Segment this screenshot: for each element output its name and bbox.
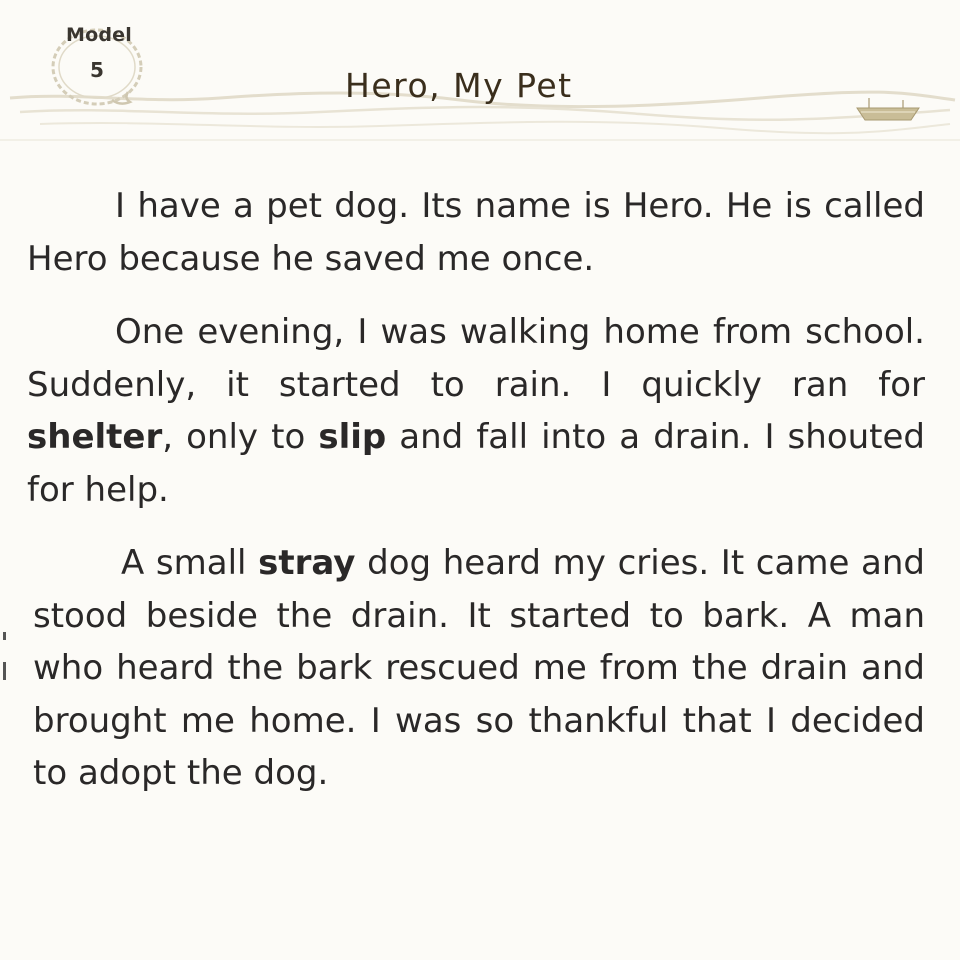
text-segment: One evening, I was walking home from school. Suddenly, it started to rain. I quickly ran for: [27, 312, 925, 405]
header-band: [0, 0, 960, 145]
vocabulary-word: slip: [318, 417, 387, 457]
model-number: 5: [90, 58, 104, 82]
text-segment: I have a pet dog. Its name is Hero. He is called Hero because he saved me once.: [27, 186, 925, 279]
text-segment: and fall into a drain. I shouted for help.: [27, 417, 926, 510]
story-body: [27, 180, 925, 821]
boat-icon: [855, 96, 921, 122]
edge-mark: [3, 632, 6, 640]
text-segment: A small: [121, 543, 259, 583]
vocabulary-word: shelter: [27, 417, 163, 457]
page-title: Hero, My Pet: [345, 66, 573, 105]
paragraph-2: [27, 306, 925, 516]
text-segment: dog heard my cries. It came and stood beside the drain. It started to bark. A man who heard the bark rescued me from the drain and brought me home. I was so thankful that I decided to adopt the dog.: [33, 543, 925, 793]
text-segment: , only to: [162, 417, 319, 457]
vocabulary-word: stray: [258, 543, 356, 583]
model-label: Model: [66, 24, 132, 46]
paragraph-3: [27, 537, 925, 800]
paragraph-1: [27, 180, 925, 285]
edge-mark: [3, 662, 6, 680]
